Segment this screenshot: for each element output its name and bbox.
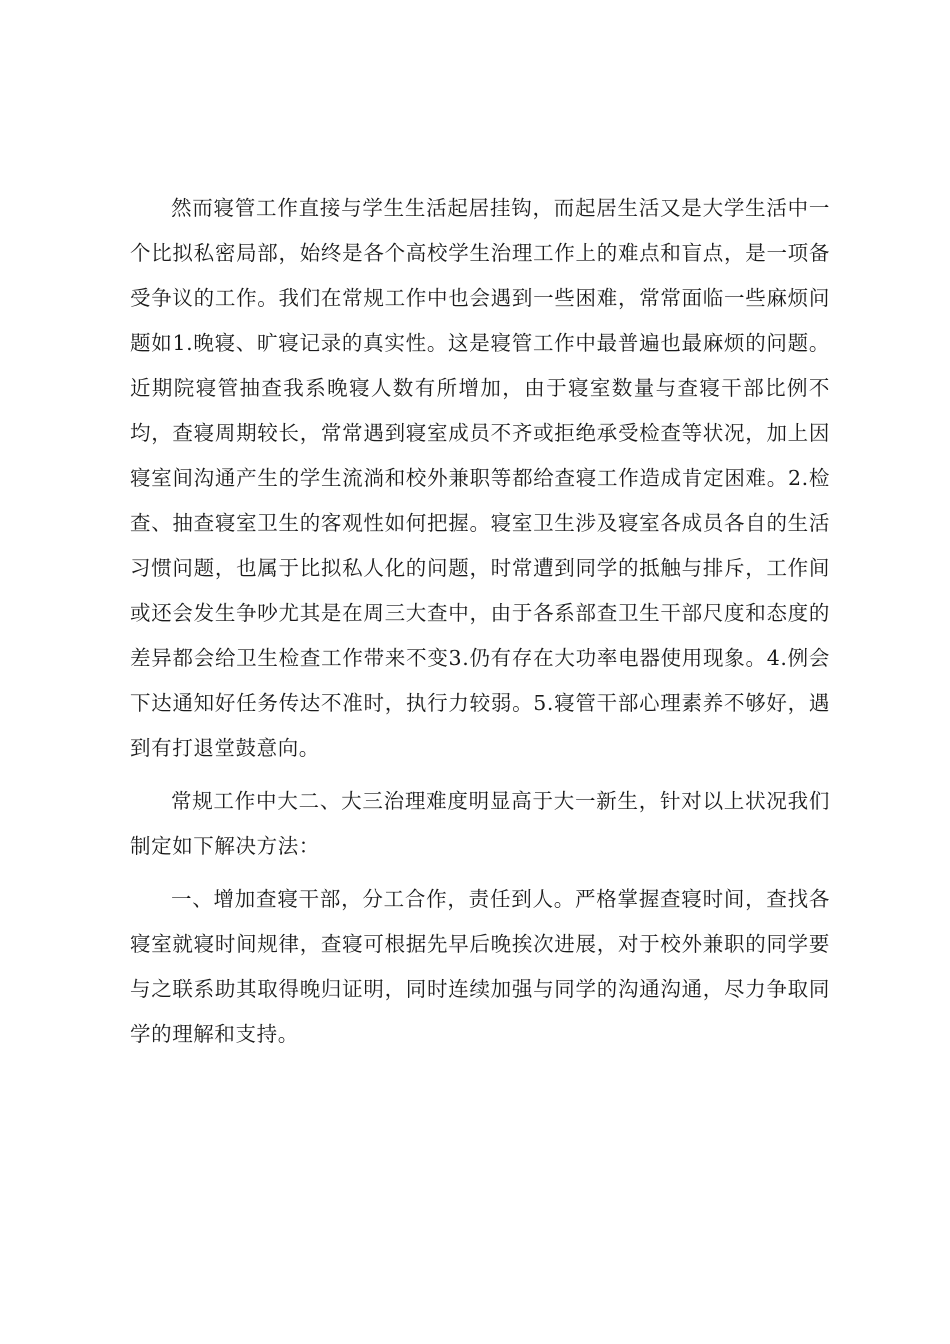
- paragraph-1: 然而寝管工作直接与学生生活起居挂钩，而起居生活又是大学生活中一个比拟私密局部，始终是各个高校学生治理工作上的难点和盲点，是一项备受争议的工作。我们在常规工作中也会遇到一些困难，常常面临一些麻烦问题如1.晚寝、旷寝记录的真实性。这是寝管工作中最普遍也最麻烦的问题。近期院寝管抽查我系晚寝人数有所增加，由于寝室数量与查寝干部比例不均，查寝周期较长，常常遇到寝室成员不齐或拒绝承受检查等状况，加上因寝室间沟通产生的学生流淌和校外兼职等都给查寝工作造成肯定困难。2.检查、抽查寝室卫生的客观性如何把握。寝室卫生涉及寝室各成员各自的生活习惯问题，也属于比拟私人化的问题，时常遭到同学的抵触与排斥，工作间或还会发生争吵尤其是在周三大查中，由于各系部查卫生干部尺度和态度的差异都会给卫生检查工作带来不变3.仍有存在大功率电器使用现象。4.例会下达通知好任务传达不准时，执行力较弱。5.寝管干部心理素养不够好，遇到有打退堂鼓意向。: [130, 196, 830, 760]
- document-body: [130, 186, 830, 1065]
- paragraph-3: 一、增加查寝干部，分工合作，责任到人。严格掌握查寝时间，查找各寝室就寝时间规律，查寝可根据先早后晚挨次进展，对于校外兼职的同学要与之联系助其取得晚归证明，同时连续加强与同学的沟通沟通，尽力争取同学的理解和支持。: [130, 887, 830, 1046]
- paragraph-2: 常规工作中大二、大三治理难度明显高于大一新生，针对以上状况我们制定如下解决方法：: [130, 789, 830, 858]
